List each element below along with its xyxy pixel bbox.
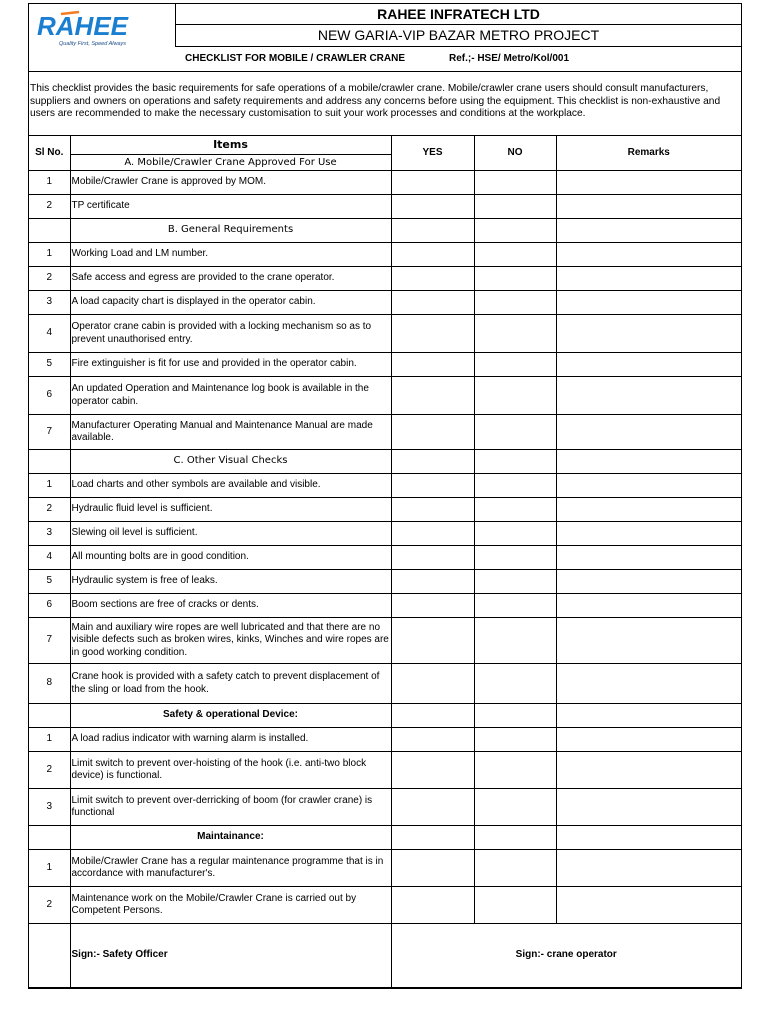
row-item-text: Slewing oil level is sufficient. <box>70 522 391 546</box>
remarks-header: Remarks <box>556 136 741 171</box>
section-a-title: A. Mobile/Crawler Crane Approved For Use <box>124 157 337 168</box>
row-item-text: Load charts and other symbols are available and visible. <box>70 474 391 498</box>
checklist-table <box>29 135 741 988</box>
remarks-cell[interactable] <box>556 243 741 267</box>
remarks-cell[interactable] <box>556 546 741 570</box>
yes-cell[interactable] <box>391 415 474 450</box>
yes-cell[interactable] <box>391 498 474 522</box>
table-row <box>29 498 741 522</box>
no-cell[interactable] <box>474 752 556 789</box>
row-item-text: Hydraulic system is free of leaks. <box>70 570 391 594</box>
row-number: 2 <box>29 195 70 219</box>
remarks-cell[interactable] <box>556 195 741 219</box>
section-title: B. General Requirements <box>70 219 391 243</box>
no-cell[interactable] <box>474 377 556 415</box>
no-cell[interactable] <box>474 498 556 522</box>
no-cell[interactable] <box>474 618 556 664</box>
table-row <box>29 315 741 353</box>
remarks-cell[interactable] <box>556 826 741 850</box>
section-sl-cell <box>29 704 70 728</box>
section-title: C. Other Visual Checks <box>70 450 391 474</box>
no-cell[interactable] <box>474 315 556 353</box>
table-row <box>29 728 741 752</box>
section-title: Maintainance: <box>70 826 391 850</box>
table-row <box>29 267 741 291</box>
yes-cell[interactable] <box>391 752 474 789</box>
section-row <box>29 450 741 474</box>
row-number: 1 <box>29 850 70 887</box>
table-row <box>29 887 741 924</box>
table-row <box>29 195 741 219</box>
yes-cell[interactable] <box>391 826 474 850</box>
safety-officer-signature[interactable]: Sign:- Safety Officer <box>70 924 391 988</box>
table-row <box>29 752 741 789</box>
yes-cell[interactable] <box>391 546 474 570</box>
remarks-cell[interactable] <box>556 315 741 353</box>
remarks-cell[interactable] <box>556 377 741 415</box>
no-cell[interactable] <box>474 243 556 267</box>
row-number: 8 <box>29 664 70 704</box>
row-item-text: Operator crane cabin is provided with a locking mechanism so as to prevent unauthorised entry. <box>70 315 391 353</box>
yes-cell[interactable] <box>391 664 474 704</box>
table-row <box>29 243 741 267</box>
row-item-text: A load capacity chart is displayed in the operator cabin. <box>70 291 391 315</box>
checklist-sheet <box>28 3 742 989</box>
row-number: 7 <box>29 618 70 664</box>
section-title: Safety & operational Device: <box>70 704 391 728</box>
remarks-cell[interactable] <box>556 474 741 498</box>
section-row <box>29 826 741 850</box>
no-cell[interactable] <box>474 728 556 752</box>
row-item-text: Hydraulic fluid level is sufficient. <box>70 498 391 522</box>
signature-blank-cell <box>29 924 70 988</box>
row-item-text: Limit switch to prevent over-hoisting of the hook (i.e. anti-two block device) is functional. <box>70 752 391 789</box>
no-cell[interactable] <box>474 171 556 195</box>
yes-cell[interactable] <box>391 243 474 267</box>
yes-cell[interactable] <box>391 887 474 924</box>
no-cell[interactable] <box>474 594 556 618</box>
section-sl-cell <box>29 219 70 243</box>
no-cell[interactable] <box>474 522 556 546</box>
yes-cell[interactable] <box>391 450 474 474</box>
no-cell[interactable] <box>474 291 556 315</box>
items-label: Items <box>71 136 391 155</box>
row-item-text: Crane hook is provided with a safety catch to prevent displacement of the sling or load from the hook. <box>70 664 391 704</box>
reference-number: Ref.;- HSE/ Metro/Kol/001 <box>449 53 570 64</box>
row-number: 5 <box>29 570 70 594</box>
table-row <box>29 291 741 315</box>
remarks-cell[interactable] <box>556 522 741 546</box>
table-row <box>29 570 741 594</box>
yes-cell[interactable] <box>391 728 474 752</box>
yes-header: YES <box>391 136 474 171</box>
table-row <box>29 171 741 195</box>
table-row <box>29 546 741 570</box>
table-row <box>29 594 741 618</box>
crane-operator-signature[interactable]: Sign:- crane operator <box>391 924 741 988</box>
yes-cell[interactable] <box>391 850 474 887</box>
no-cell[interactable] <box>474 887 556 924</box>
yes-cell[interactable] <box>391 219 474 243</box>
items-header <box>70 136 391 171</box>
table-row <box>29 789 741 826</box>
remarks-cell[interactable] <box>556 219 741 243</box>
row-item-text: Working Load and LM number. <box>70 243 391 267</box>
remarks-cell[interactable] <box>556 618 741 664</box>
row-number: 1 <box>29 728 70 752</box>
row-number: 5 <box>29 353 70 377</box>
remarks-cell[interactable] <box>556 752 741 789</box>
yes-cell[interactable] <box>391 195 474 219</box>
row-number: 2 <box>29 498 70 522</box>
row-number: 6 <box>29 594 70 618</box>
row-item-text: All mounting bolts are in good condition. <box>70 546 391 570</box>
section-row <box>29 704 741 728</box>
no-cell[interactable] <box>474 704 556 728</box>
yes-cell[interactable] <box>391 618 474 664</box>
remarks-cell[interactable] <box>556 704 741 728</box>
yes-cell[interactable] <box>391 594 474 618</box>
remarks-cell[interactable] <box>556 353 741 377</box>
row-number: 2 <box>29 267 70 291</box>
yes-cell[interactable] <box>391 704 474 728</box>
no-cell[interactable] <box>474 789 556 826</box>
no-cell[interactable] <box>474 415 556 450</box>
row-number: 1 <box>29 474 70 498</box>
row-number: 3 <box>29 789 70 826</box>
row-number: 3 <box>29 291 70 315</box>
yes-cell[interactable] <box>391 789 474 826</box>
row-item-text: Fire extinguisher is fit for use and provided in the operator cabin. <box>70 353 391 377</box>
table-row <box>29 850 741 887</box>
remarks-cell[interactable] <box>556 887 741 924</box>
remarks-cell[interactable] <box>556 171 741 195</box>
row-item-text: A load radius indicator with warning alarm is installed. <box>70 728 391 752</box>
rahee-logo <box>33 8 173 48</box>
table-row <box>29 474 741 498</box>
remarks-cell[interactable] <box>556 498 741 522</box>
row-item-text: Mobile/Crawler Crane is approved by MOM. <box>70 171 391 195</box>
yes-cell[interactable] <box>391 377 474 415</box>
remarks-cell[interactable] <box>556 291 741 315</box>
no-cell[interactable] <box>474 267 556 291</box>
row-number: 6 <box>29 377 70 415</box>
row-item-text: Maintenance work on the Mobile/Crawler Crane is carried out by Competent Persons. <box>70 887 391 924</box>
no-cell[interactable] <box>474 546 556 570</box>
no-header: NO <box>474 136 556 171</box>
no-cell[interactable] <box>474 450 556 474</box>
row-number: 4 <box>29 315 70 353</box>
no-cell[interactable] <box>474 219 556 243</box>
no-cell[interactable] <box>474 195 556 219</box>
row-item-text: Main and auxiliary wire ropes are well lubricated and that there are no visible defects such as broken wires, kinks, Winches and wire ropes are in good working condition. <box>70 618 391 664</box>
row-item-text: Boom sections are free of cracks or dents. <box>70 594 391 618</box>
remarks-cell[interactable] <box>556 594 741 618</box>
row-item-text: An updated Operation and Maintenance log book is available in the operator cabin. <box>70 377 391 415</box>
no-cell[interactable] <box>474 850 556 887</box>
remarks-cell[interactable] <box>556 850 741 887</box>
company-name: RAHEE INFRATECH LTD <box>175 4 741 25</box>
row-number: 2 <box>29 752 70 789</box>
yes-cell[interactable] <box>391 353 474 377</box>
row-item-text: Limit switch to prevent over-derricking of boom (for crawler crane) is functional <box>70 789 391 826</box>
project-name: NEW GARIA-VIP BAZAR METRO PROJECT <box>175 24 741 47</box>
row-number: 4 <box>29 546 70 570</box>
row-number: 1 <box>29 243 70 267</box>
no-cell[interactable] <box>474 570 556 594</box>
table-row <box>29 377 741 415</box>
yes-cell[interactable] <box>391 474 474 498</box>
row-item-text: Safe access and egress are provided to the crane operator. <box>70 267 391 291</box>
section-sl-cell <box>29 450 70 474</box>
remarks-cell[interactable] <box>556 728 741 752</box>
checklist-title: CHECKLIST FOR MOBILE / CRAWLER CRANE <box>185 53 405 64</box>
no-cell[interactable] <box>474 474 556 498</box>
row-item-text: TP certificate <box>70 195 391 219</box>
header-divider <box>29 71 741 72</box>
yes-cell[interactable] <box>391 315 474 353</box>
yes-cell[interactable] <box>391 570 474 594</box>
row-item-text: Mobile/Crawler Crane has a regular maintenance programme that is in accordance with manufacturer's. <box>70 850 391 887</box>
remarks-cell[interactable] <box>556 415 741 450</box>
signature-row <box>29 924 741 988</box>
section-row <box>29 219 741 243</box>
table-row <box>29 353 741 377</box>
table-row <box>29 415 741 450</box>
yes-cell[interactable] <box>391 171 474 195</box>
logo-tagline: Quality First, Speed Always <box>59 41 127 47</box>
logo-text: RAHEE <box>37 11 129 41</box>
header-row <box>29 136 741 171</box>
table-row <box>29 522 741 546</box>
table-row <box>29 664 741 704</box>
sl-no-header: Sl No. <box>29 136 70 171</box>
yes-cell[interactable] <box>391 291 474 315</box>
table-row <box>29 618 741 664</box>
section-sl-cell <box>29 826 70 850</box>
no-cell[interactable] <box>474 664 556 704</box>
row-item-text: Manufacturer Operating Manual and Maintenance Manual are made available. <box>70 415 391 450</box>
remarks-cell[interactable] <box>556 570 741 594</box>
yes-cell[interactable] <box>391 522 474 546</box>
remarks-cell[interactable] <box>556 664 741 704</box>
intro-paragraph: This checklist provides the basic requirements for safe operations of a mobile/crawler crane. Mobile/crawler crane users should consult manufacturers, suppliers and owners on operations and safety requirements and address any concerns before using the equipment. This checklist is non-exhaustive and users are recommended to make the necessary customisation to suit your work processes and conditions at the workplace. <box>30 83 721 119</box>
no-cell[interactable] <box>474 353 556 377</box>
row-number: 3 <box>29 522 70 546</box>
remarks-cell[interactable] <box>556 267 741 291</box>
row-number: 1 <box>29 171 70 195</box>
no-cell[interactable] <box>474 826 556 850</box>
row-number: 2 <box>29 887 70 924</box>
remarks-cell[interactable] <box>556 789 741 826</box>
row-number: 7 <box>29 415 70 450</box>
remarks-cell[interactable] <box>556 450 741 474</box>
yes-cell[interactable] <box>391 267 474 291</box>
